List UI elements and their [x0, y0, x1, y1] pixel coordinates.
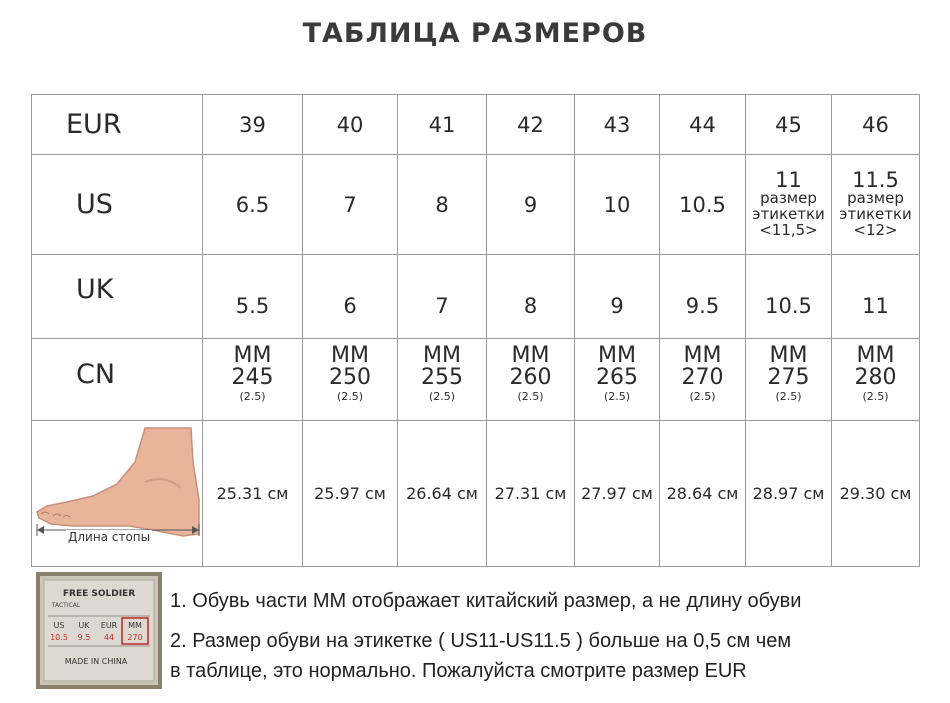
foot-length-cell: 25.31 см	[203, 421, 303, 567]
row-foot-length	[32, 421, 920, 567]
uk-cell: 5.5	[203, 255, 303, 339]
us-cell: 6.5	[203, 155, 303, 255]
us-note: размер	[760, 189, 817, 208]
uk-cell: 9	[575, 255, 660, 339]
row-label-uk: UK	[32, 255, 203, 339]
eur-cell: 46	[832, 95, 920, 155]
row-uk	[32, 255, 920, 339]
note-line: в таблице, это нормально. Пожалуйста смотрите размер EUR	[170, 660, 747, 682]
cn-cell: MM 270 (2.5)	[660, 339, 746, 421]
eur-cell: 41	[398, 95, 487, 155]
us-value: 11.5	[852, 168, 899, 193]
label-val: 10.5	[50, 633, 68, 642]
cn-cell: MM 265 (2.5)	[575, 339, 660, 421]
foot-length-cell: 29.30 см	[832, 421, 920, 567]
notes	[170, 586, 930, 686]
row-eur	[32, 95, 920, 155]
note-line: 1. Обувь части MM отображает китайский размер, а не длину обуви	[170, 590, 802, 612]
foot-length-cell: 28.64 см	[660, 421, 746, 567]
eur-cell: 45	[746, 95, 832, 155]
uk-cell: 8	[487, 255, 575, 339]
us-cell: 8	[398, 155, 487, 255]
shoe-label-photo	[36, 572, 162, 689]
uk-cell: 9.5	[660, 255, 746, 339]
us-note: этикетки	[752, 205, 825, 224]
foot-illustration-cell	[32, 421, 203, 567]
us-cell: 9	[487, 155, 575, 255]
label-col: EUR	[100, 621, 118, 630]
row-label-cn: CN	[32, 339, 203, 421]
us-cell-46	[832, 155, 920, 255]
cn-cell: MM 245 (2.5)	[203, 339, 303, 421]
size-table	[31, 94, 920, 567]
us-cell: 7	[303, 155, 398, 255]
us-value: 11	[775, 168, 802, 193]
us-note: этикетки	[839, 205, 912, 224]
foot-length-cell: 26.64 см	[398, 421, 487, 567]
eur-cell: 40	[303, 95, 398, 155]
eur-cell: 42	[487, 95, 575, 155]
cn-cell: MM 280 (2.5)	[832, 339, 920, 421]
eur-cell: 39	[203, 95, 303, 155]
us-cell: 10	[575, 155, 660, 255]
label-val: 44	[103, 633, 115, 642]
cn-cell: MM 275 (2.5)	[746, 339, 832, 421]
cn-cell: MM 255 (2.5)	[398, 339, 487, 421]
label-col: UK	[78, 621, 90, 630]
label-origin: MADE IN CHINA	[64, 657, 128, 666]
foot-length-cell: 28.97 см	[746, 421, 832, 567]
uk-cell: 10.5	[746, 255, 832, 339]
eur-cell: 44	[660, 95, 746, 155]
cn-cell: MM 250 (2.5)	[303, 339, 398, 421]
eur-cell: 43	[575, 95, 660, 155]
label-val: 9.5	[77, 633, 91, 642]
uk-cell: 7	[398, 255, 487, 339]
row-label-eur: EUR	[32, 95, 203, 155]
row-us	[32, 155, 920, 255]
uk-cell: 11	[832, 255, 920, 339]
foot-length-cell: 27.31 см	[487, 421, 575, 567]
us-note: <12>	[853, 220, 898, 239]
foot-length-label: Длина стопы	[68, 530, 151, 544]
us-note: <11,5>	[759, 220, 818, 239]
us-cell-45	[746, 155, 832, 255]
uk-cell: 6	[303, 255, 398, 339]
us-cell: 10.5	[660, 155, 746, 255]
label-col: US	[53, 621, 65, 630]
us-note: размер	[847, 189, 904, 208]
foot-length-cell: 25.97 см	[303, 421, 398, 567]
note-line: 2. Размер обуви на этикетке ( US11-US11.5 ) больше на 0,5 см чем	[170, 630, 792, 652]
page-title: ТАБЛИЦА РАЗМЕРОВ	[302, 18, 648, 49]
label-col: MM	[128, 621, 142, 630]
label-val: 270	[127, 633, 143, 642]
row-cn	[32, 339, 920, 421]
label-brand: FREE SOLDIER	[62, 589, 136, 599]
foot-length-cell: 27.97 см	[575, 421, 660, 567]
row-label-us: US	[32, 155, 203, 255]
label-sub: TACTICAL	[51, 602, 81, 609]
cn-cell: MM 260 (2.5)	[487, 339, 575, 421]
